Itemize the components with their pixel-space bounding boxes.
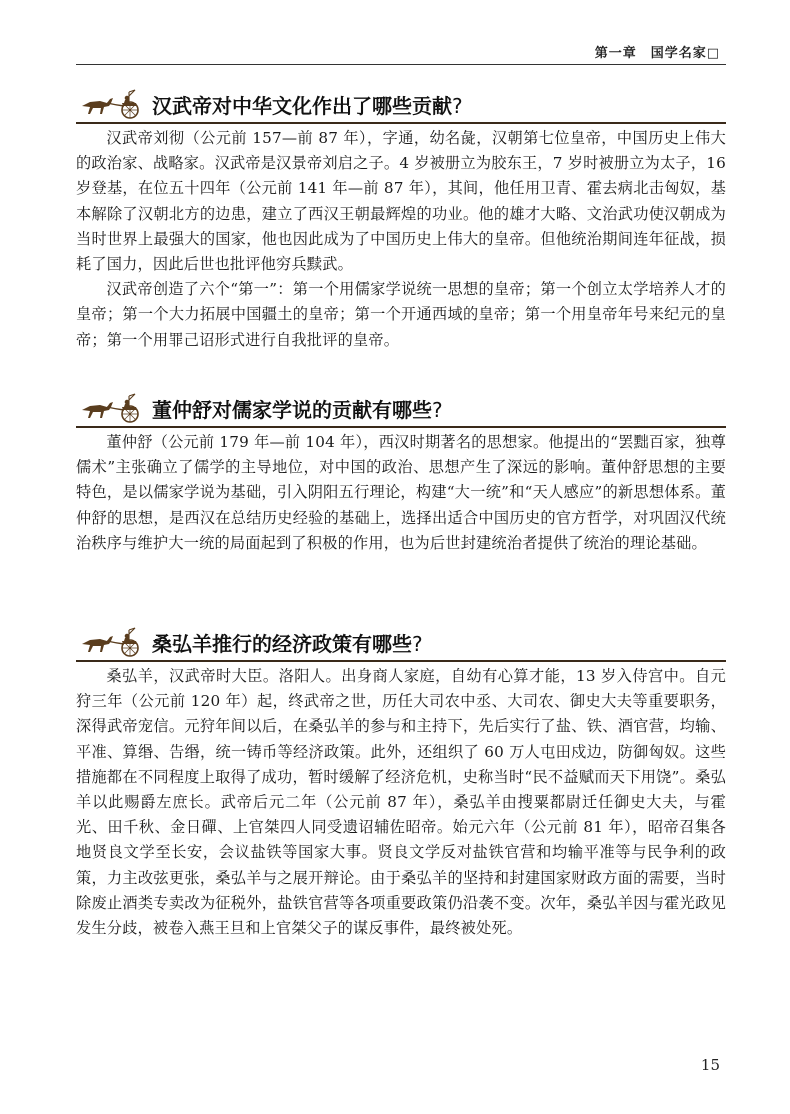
- section-heading: [76, 390, 726, 430]
- question-mark: ?: [412, 632, 423, 656]
- question-mark: ?: [432, 398, 443, 422]
- section-rule: [76, 122, 726, 124]
- paragraph: 汉武帝刘彻（公元前 157—前 87 年），字通，幼名彘，汉朝第七位皇帝，中国历史上伟大的政治家、战略家。汉武帝是汉景帝刘启之子。4 岁被册立为胶东王，7 岁时被册立为太子，16 岁登基，在位五十四年（公元前 141 年—前 87 年），其间，他任用卫青、霍去病北击匈奴，基本解除了汉朝北方的边患，建立了西汉王朝最辉煌的功业。他的雄才大略、文治武功使汉朝成为当时世界上最强大的国家，他也因此成为了中国历史上伟大的皇帝。但他统治期间连年征战，损耗了国力，因此后世也批评他穷兵黩武。: [76, 129, 726, 274]
- question-mark: ?: [452, 94, 463, 118]
- chapter-label: 第一章: [594, 46, 637, 61]
- section-rule: [76, 660, 726, 662]
- chariot-icon: [80, 624, 146, 658]
- section-dong-zhongshu: [76, 390, 726, 556]
- chariot-icon: [80, 390, 146, 424]
- section-rule: [76, 426, 726, 428]
- book-title: 国学名家□: [650, 46, 720, 61]
- running-head: [595, 42, 720, 61]
- paragraph: 汉武帝创造了六个“第一”：第一个用儒家学说统一思想的皇帝；第一个创立太学培养人才的皇帝；第一个大力拓展中国疆土的皇帝；第一个开通西域的皇帝；第一个用皇帝年号来纪元的皇帝；第一个用罪己诏形式进行自我批评的皇帝。: [76, 280, 726, 349]
- header-rule: [76, 64, 726, 65]
- page-number: 15: [700, 1056, 720, 1074]
- paragraph: 桑弘羊，汉武帝时大臣。洛阳人。出身商人家庭，自幼有心算才能，13 岁入侍宫中。自元狩三年（公元前 120 年）起，终武帝之世，历任大司农中丞、大司农、御史大夫等重要职务，深得武帝宠信。元狩年间以后，在桑弘羊的参与和主持下，先后实行了盐、铁、酒官营，均输、平准、算缗、告缗，统一铸币等经济政策。此外，还组织了 60 万人屯田戍边，防御匈奴。这些措施都在不同程度上取得了成功，暂时缓解了经济危机，史称当时“民不益赋而天下用饶”。桑弘羊以此赐爵左庶长。武帝后元二年（公元前 87 年），桑弘羊由搜粟都尉迁任御史大夫，与霍光、田千秋、金日磾、上官桀四人同受遗诏辅佐昭帝。始元六年（公元前 81 年），昭帝召集各地贤良文学至长安，会议盐铁等国家大事。贤良文学反对盐铁官营和均输平准等与民争利的政策，力主改弦更张，桑弘羊与之展开辩论。由于桑弘羊的坚持和封建国家财政方面的需要，当时除废止酒类专卖改为征税外，盐铁官营等各项重要政策仍沿袭不变。次年，桑弘羊因与霍光政见发生分歧，被卷入燕王旦和上官桀父子的谋反事件，最终被处死。: [76, 667, 726, 938]
- section-title: 董仲舒对儒家学说的贡献有哪些?: [152, 398, 443, 422]
- section-heading: [76, 86, 726, 126]
- chariot-icon: [80, 86, 146, 120]
- section-title: 汉武帝对中华文化作出了哪些贡献?: [152, 94, 463, 118]
- section-heading: [76, 624, 726, 664]
- section-sang-hongyang: [76, 624, 726, 941]
- section-title: 桑弘羊推行的经济政策有哪些?: [152, 632, 423, 656]
- paragraph: 董仲舒（公元前 179 年—前 104 年），西汉时期著名的思想家。他提出的“罢黜百家，独尊儒术”主张确立了儒学的主导地位，对中国的政治、思想产生了深远的影响。董仲舒思想的主要特色，是以儒家学说为基础，引入阴阳五行理论，构建“大一统”和“天人感应”的新思想体系。董仲舒的思想，是西汉在总结历史经验的基础上，选择出适合中国历史的官方哲学，对巩固汉代统治秩序与维护大一统的局面起到了积极的作用，也为后世封建统治者提供了统治的理论基础。: [76, 433, 726, 552]
- section-han-wudi: [76, 86, 726, 353]
